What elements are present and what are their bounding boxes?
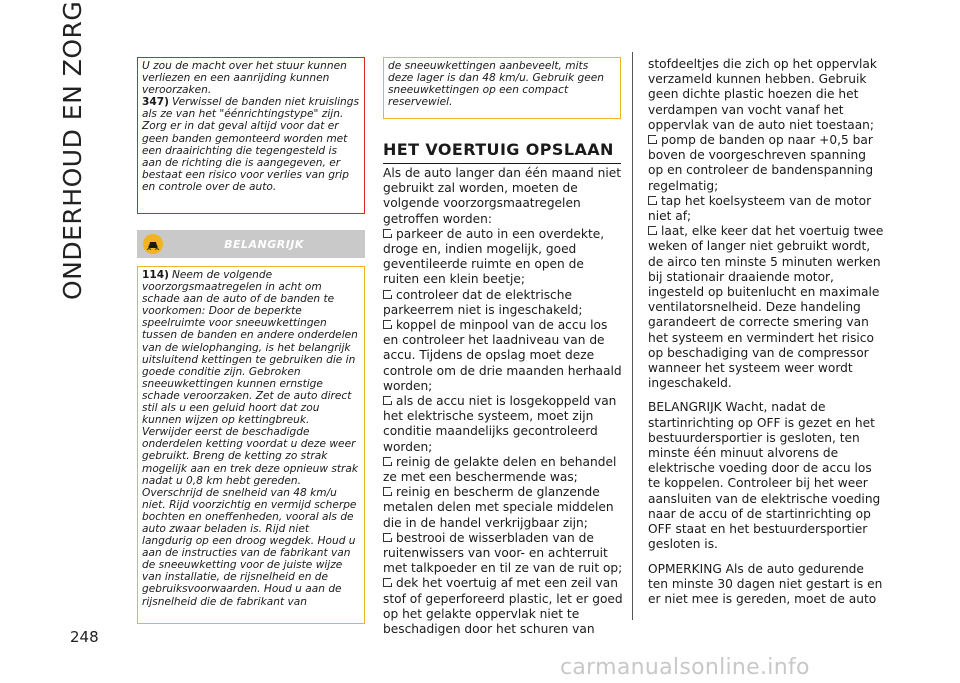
warning-car-icon <box>143 234 163 254</box>
important-box-continued <box>383 57 621 119</box>
list-item: reinig de gelakte delen en behandel ze met een beschermende was; <box>383 454 617 485</box>
bullet-icon <box>648 196 657 205</box>
bullet-icon <box>648 226 657 235</box>
section-heading: HET VOERTUIG OPSLAAN <box>383 140 621 164</box>
warning-item <box>142 96 360 193</box>
list-item: koppel de minpool van de accu los en controleer het laadniveau van de accu. Tijdens de opslag moet deze controle om de drie maanden herhaald worden; <box>383 318 622 393</box>
storage-intro: Als de auto langer dan één maand niet gebruikt zal worden, moeten de volgende voorzorgsmaatregelen getroffen worden: <box>383 166 621 226</box>
list-item: controleer dat de elektrische parkeerrem niet is ingeschakeld; <box>383 287 583 317</box>
warning-box <box>137 57 365 214</box>
bullet-icon <box>383 533 392 542</box>
important-paragraph: BELANGRIJK Wacht, nadat de startinrichting op OFF is gezet en het bestuurdersportier is gesloten, ten minste één minuut alvorens de elektrische voeding door de accu los te koppelen. Controleer bij het weer aansluiten van de elektrische voeding naar de accu of de startinrichting op OFF staat en het bestuurdersportier gesloten is. <box>648 400 881 552</box>
important-banner <box>137 230 365 258</box>
important-item <box>142 269 360 608</box>
important-cont-text: de sneeuwkettingen aanbeveelt, mits deze lager is dan 48 km/u. Gebruik geen sneeuwkettingen op een compact reservewiel. <box>388 60 604 109</box>
bullet-icon <box>383 487 392 496</box>
list-item: reinig en bescherm de glanzende metalen delen met speciale middelen die in de handel verkrijgbaar zijn; <box>383 485 614 530</box>
storage-column-continued <box>648 57 884 607</box>
list-item: als de accu niet is losgekoppeld van het elektrische systeem, moet zijn conditie maandelijks gecontroleerd worden; <box>383 394 617 454</box>
important-item-number: 114) <box>142 269 169 281</box>
chapter-title-text: ONDERHOUD EN ZORG <box>58 0 87 300</box>
list-item: bestrooi de wisserbladen van de ruitenwissers van voor- en achterruit met talkpoeder en til ze van de ruit op; <box>383 530 623 576</box>
note-paragraph: OPMERKING Als de auto gedurende ten minste 30 dagen niet gestart is en er niet mee is gereden, moet de auto <box>648 561 883 606</box>
important-item-text: Neem de volgende voorzorgsmaatregelen in acht om schade aan de auto of de banden te voorkomen: Door de beperkte speelruimte voor sneeuwkettingen tussen de banden en andere onderdelen van de wielophanging, is het belangrijk uitsluitend kettingen te gebruiken die in goede conditie zijn. Gebroken sneeuwkettingen kunnen ernstige schade veroorzaken. Zet de auto direct stil als u een geluid hoort dat zou kunnen wijzen op kettingbreuk. Verwijder eerst de beschadigde onderdelen ketting voordat u deze weer gebruikt. Breng de ketting zo strak mogelijk aan en trek deze opnieuw strak nadat u 0,8 km hebt gereden. Overschrijd de snelheid van 48 km/u niet. Rijd voorzichtig en vermijd scherpe bochten en oneffenheden, vooral als de auto zwaar beladen is. Rijd niet langdurig op een droog wegdek. Houd u aan de instructies van de fabrikant van de sneeuwketting voor de juiste wijze van installatie, de rijsnelheid en de gebruiksvoorwaarden. Houd u aan de rijsnelheid die de fabrikant van <box>142 269 359 608</box>
bullet-icon <box>383 457 392 466</box>
column-divider <box>632 52 633 620</box>
warning-intro: U zou de macht over het stuur kunnen verliezen en een aanrijding kunnen veroorzaken. <box>142 60 347 97</box>
watermark: carmanualsonline.info <box>560 655 810 680</box>
bullet-icon <box>648 135 657 144</box>
list-item: parkeer de auto in een overdekte, droge en, indien mogelijk, goed geventileerde ruimte en open de ruiten een klein beetje; <box>383 226 605 287</box>
bullet-icon <box>383 229 392 238</box>
bullet-icon <box>383 578 392 587</box>
bullet-icon <box>383 290 392 299</box>
list-item: tap het koelsysteem van de motor niet af; <box>648 193 872 224</box>
storage-column <box>383 166 623 637</box>
storage-cont-text: stofdeeltjes die zich op het oppervlak verzameld kunnen hebben. Gebruik geen dichte plastic hoezen die het verdampen van vocht vanaf het oppervlak van de auto niet toestaan; <box>648 57 877 132</box>
warning-item-text: Verwissel de banden niet kruislings als ze van het "éénrichtingstype" zijn. Zorg er in dat geval altijd voor dat er geen banden gemonteerd worden met een draairichting die tegengesteld is aan de richting die is aangegeven, er bestaat een risico voor verlies van grip en controle over de auto. <box>142 96 360 193</box>
important-label: BELANGRIJK <box>224 237 304 251</box>
page-number: 248 <box>70 628 99 646</box>
bullet-icon <box>383 396 392 405</box>
list-item: laat, elke keer dat het voertuig twee weken of langer niet gebruikt wordt, de airco ten minste 5 minuten werken bij stationair draaiende motor, ingesteld op buitenlucht en maximale ventilatorsnelheid. Deze handeling garandeert de correcte smering van het systeem en vermindert het risico op beschadiging van de compressor wanneer het systeem weer wordt ingeschakeld. <box>648 224 884 391</box>
chapter-side-title <box>58 0 108 300</box>
list-item: pomp de banden op naar +0,5 bar boven de voorgeschreven spanning op en controleer de bandenspanning regelmatig; <box>648 133 874 193</box>
bullet-icon <box>383 320 392 329</box>
warning-item-number: 347) <box>142 96 169 109</box>
important-box <box>137 266 365 624</box>
list-item: dek het voertuig af met een zeil van stof of geperforeerd plastic, let er goed op het gelakte oppervlak niet te beschadigen door het schuren van <box>383 576 623 637</box>
